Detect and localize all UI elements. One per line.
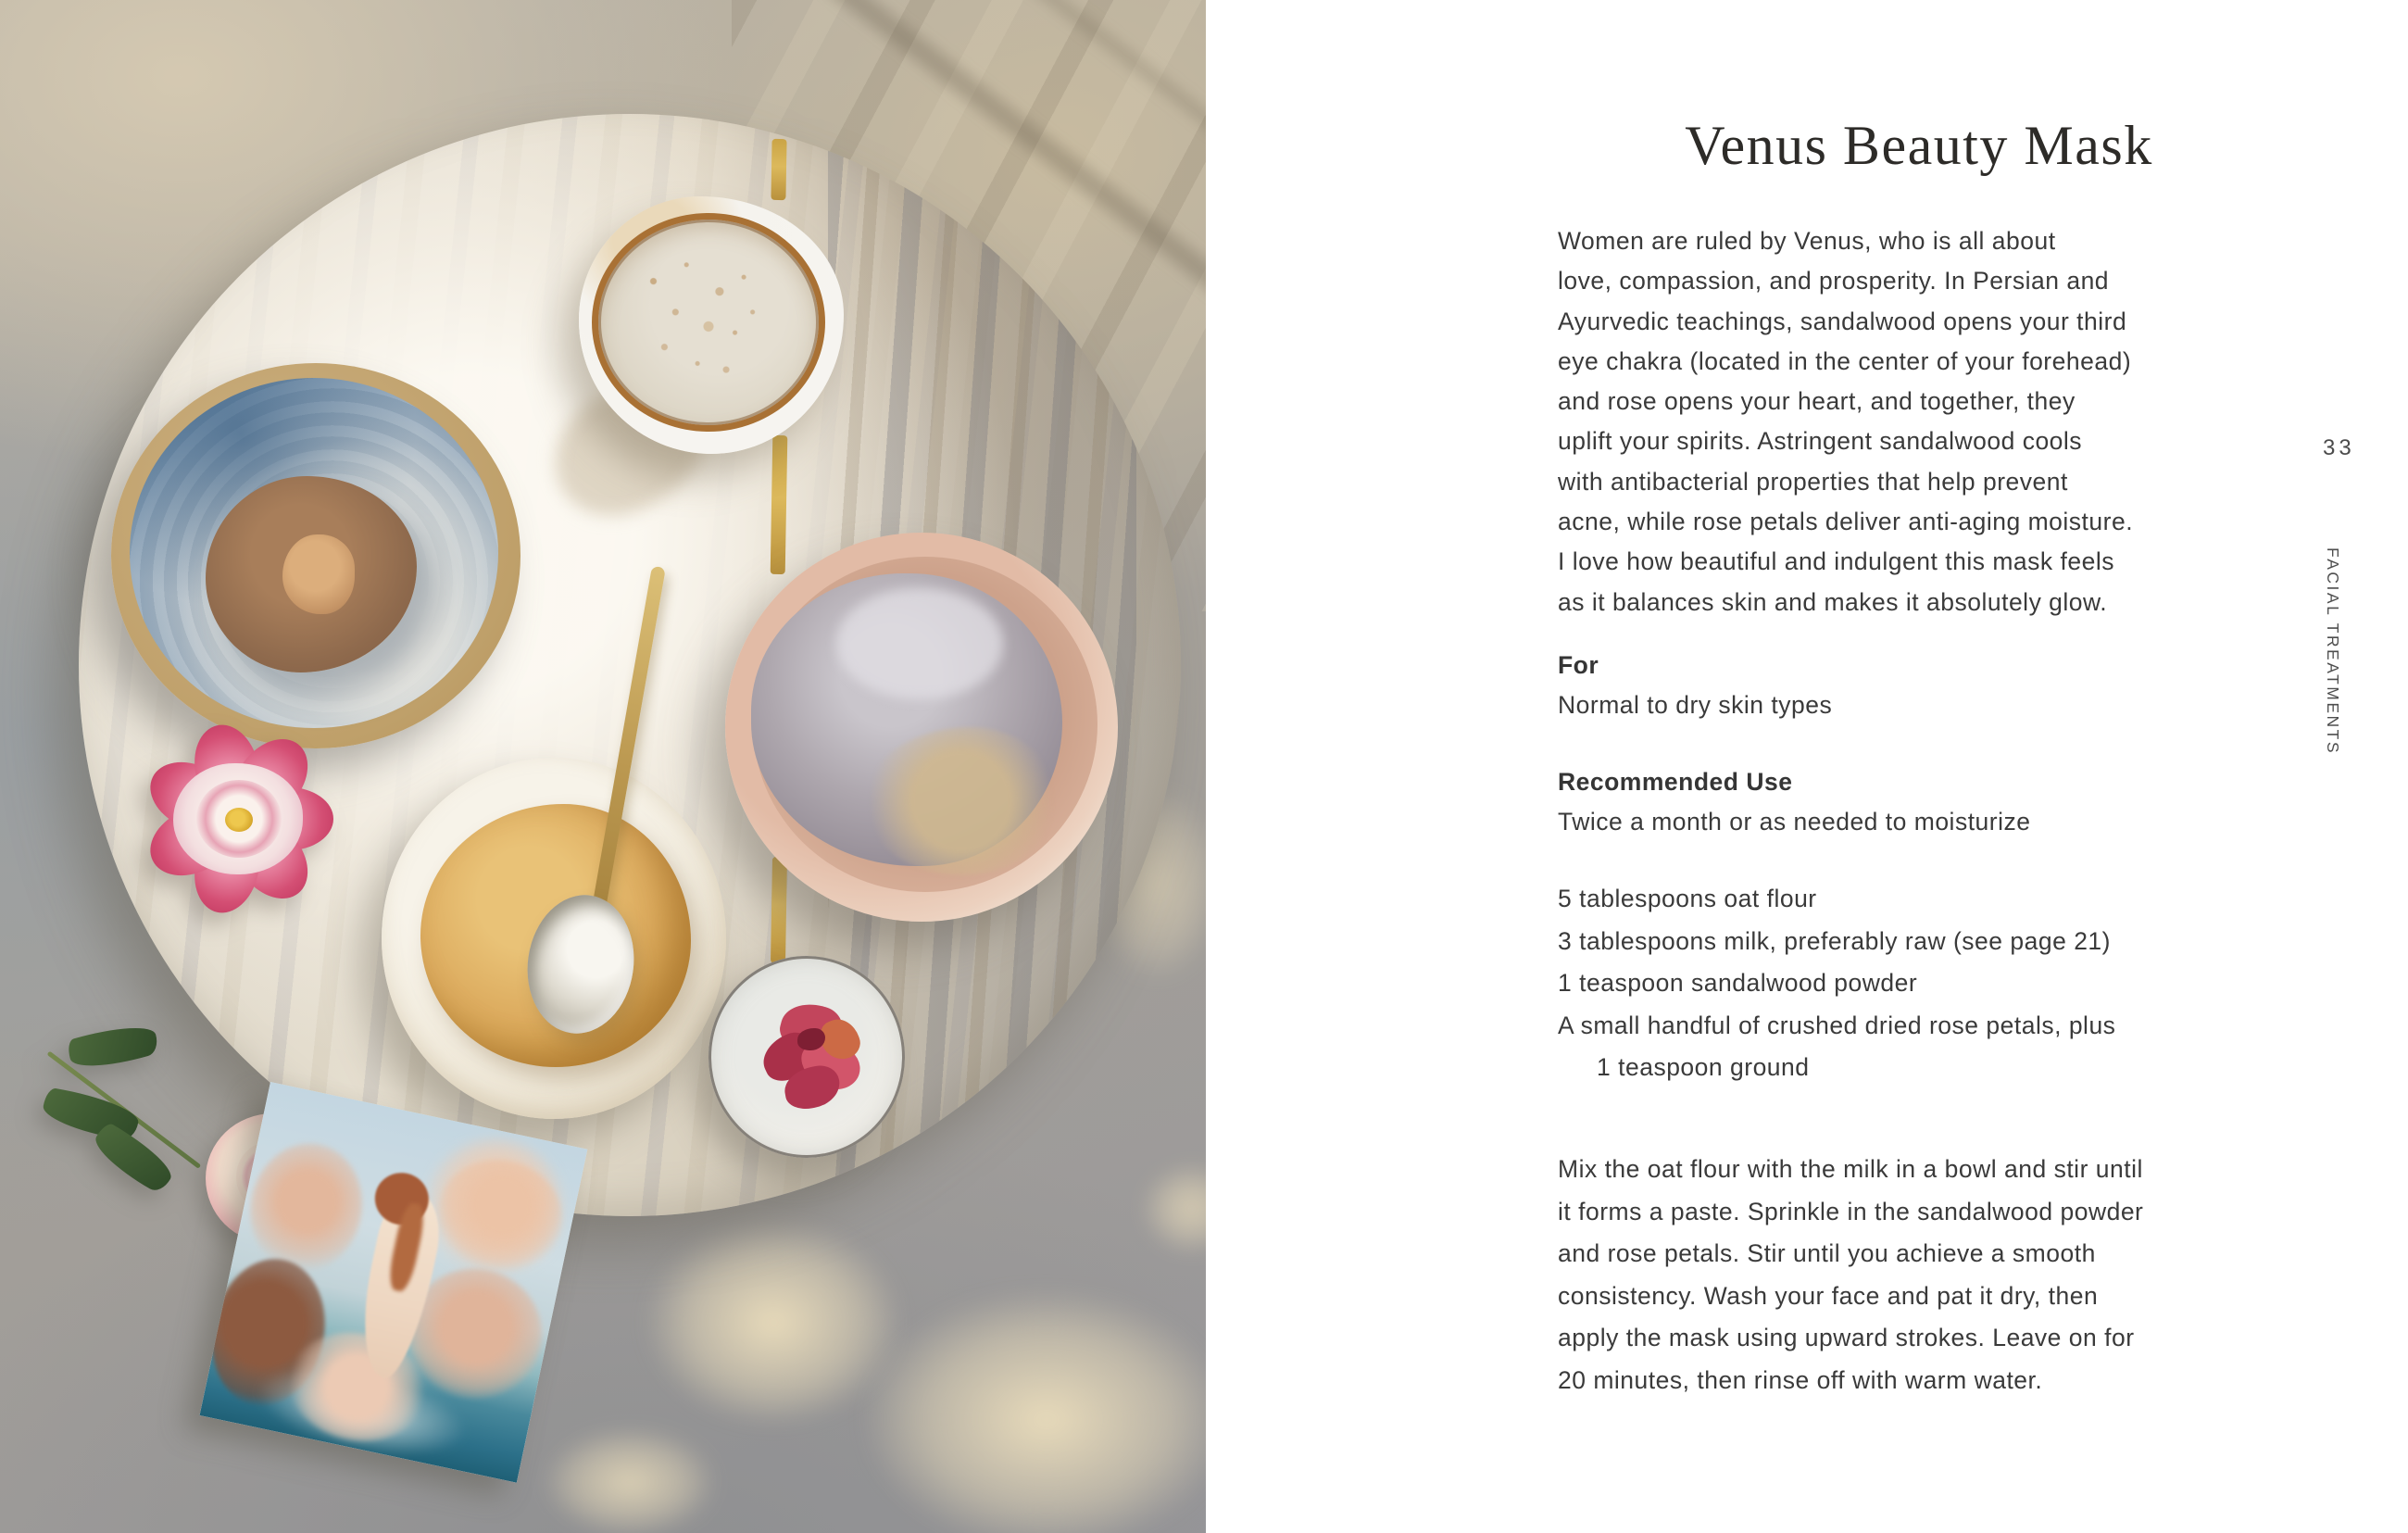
milk-surface bbox=[592, 213, 825, 432]
ingredient: 1 teaspoon ground bbox=[1597, 1053, 1810, 1081]
ingredient: 5 tablespoons oat flour bbox=[1558, 885, 1817, 912]
intro-line: uplift your spirits. Astringent sandalwood cools bbox=[1558, 427, 2083, 456]
sunlight-pool bbox=[542, 1426, 718, 1533]
text-page bbox=[1206, 0, 2408, 1533]
intro-line: as it balances skin and makes it absolutely glow. bbox=[1558, 587, 2108, 616]
ingredient: A small handful of crushed dried rose petals, plus bbox=[1558, 1011, 2116, 1039]
instruction-line: apply the mask using upward strokes. Leave on for bbox=[1558, 1324, 2135, 1352]
sandalwood-powder-peak bbox=[282, 534, 355, 614]
for-heading: For bbox=[1558, 651, 1599, 679]
flower-stamen bbox=[225, 808, 253, 832]
intro-line: eye chakra (located in the center of your forehead) bbox=[1558, 346, 2132, 375]
rose-leaf bbox=[65, 1017, 160, 1077]
brass-inlay-strip bbox=[771, 139, 786, 200]
ingredients-list bbox=[1558, 878, 2115, 1089]
intro-line: love, compassion, and prosperity. In Persian and bbox=[1558, 267, 2110, 295]
pink-rose-blossom bbox=[137, 726, 339, 911]
oat-powder-patch bbox=[864, 727, 1059, 875]
instruction-line: and rose petals. Stir until you achieve a smooth bbox=[1558, 1239, 2096, 1268]
ingredient: 1 teaspoon sandalwood powder bbox=[1558, 969, 1918, 997]
powder-dusting bbox=[836, 588, 1003, 699]
page-number: 33 bbox=[2323, 435, 2355, 460]
section-running-footer: FACIAL TREATMENTS bbox=[2324, 547, 2342, 756]
venus-painting-postcard bbox=[199, 1082, 587, 1483]
sunlight-pool bbox=[1141, 1162, 1206, 1255]
intro-line: Ayurvedic teachings, sandalwood opens your third bbox=[1558, 307, 2127, 335]
instruction-line: it forms a paste. Sprinkle in the sandalwood powder bbox=[1558, 1197, 2144, 1225]
brass-inlay-strip bbox=[771, 435, 788, 574]
blush-bowl bbox=[725, 533, 1118, 922]
recommended-use-heading: Recommended Use bbox=[1558, 768, 1793, 796]
brass-inlay-strip bbox=[771, 857, 787, 963]
intro-line: with antibacterial properties that help prevent bbox=[1558, 467, 2068, 496]
rose-petals-dish bbox=[709, 956, 905, 1158]
intro-line: acne, while rose petals deliver anti-aging moisture. bbox=[1558, 508, 2134, 536]
intro-line: and rose opens your heart, and together, they bbox=[1558, 387, 2076, 416]
blue-bowl bbox=[111, 363, 520, 748]
intro-line: I love how beautiful and indulgent this mask feels bbox=[1558, 547, 2114, 576]
instruction-line: Mix the oat flour with the milk in a bowl and stir until bbox=[1558, 1155, 2143, 1183]
recipe-title: Venus Beauty Mask bbox=[1685, 115, 2153, 176]
intro-paragraph bbox=[1558, 221, 2133, 622]
instruction-line: 20 minutes, then rinse off with warm water. bbox=[1558, 1365, 2043, 1394]
ingredient: 3 tablespoons milk, preferably raw (see page 21) bbox=[1558, 926, 2111, 955]
instructions-paragraph bbox=[1558, 1149, 2143, 1402]
instruction-line: consistency. Wash your face and pat it dry, then bbox=[1558, 1281, 2099, 1310]
intro-line: Women are ruled by Venus, who is all about bbox=[1558, 227, 2056, 255]
sunlight-pool bbox=[861, 1288, 1206, 1533]
for-value: Normal to dry skin types bbox=[1558, 691, 1833, 719]
recommended-use-value: Twice a month or as needed to moisturize bbox=[1558, 808, 2031, 836]
